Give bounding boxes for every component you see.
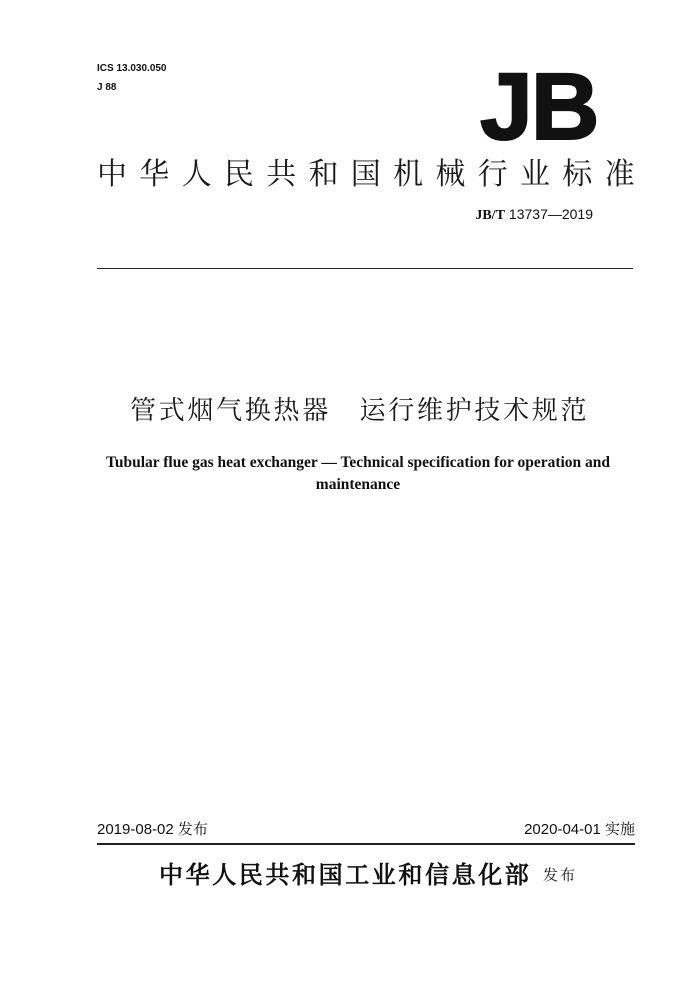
chinese-title: 管式烟气换热器 运行维护技术规范 (130, 396, 590, 426)
ics-code: ICS 13.030.050 (97, 63, 167, 74)
english-title: Tubular flue gas heat exchanger — Technical specification for operation and maintenance (105, 454, 611, 493)
bottom-divider (97, 843, 635, 845)
implementation-date: 2020-04-01 实施 (524, 821, 635, 838)
issue-label: 发布 (543, 866, 578, 884)
standard-number-prefix: JB/T (475, 208, 505, 223)
standard-category-title: 中华人民共和国机械行业标准 (97, 157, 647, 192)
jb-logo: JB (480, 54, 598, 160)
top-divider (97, 268, 633, 269)
issuing-authority: 中华人民共和国工业和信息化部 (159, 861, 532, 889)
issue-date: 2019-08-02 发布 (97, 821, 208, 838)
classification-code: J 88 (97, 82, 117, 93)
standard-number (475, 206, 593, 224)
standard-number-value: 13737—2019 (508, 206, 593, 222)
